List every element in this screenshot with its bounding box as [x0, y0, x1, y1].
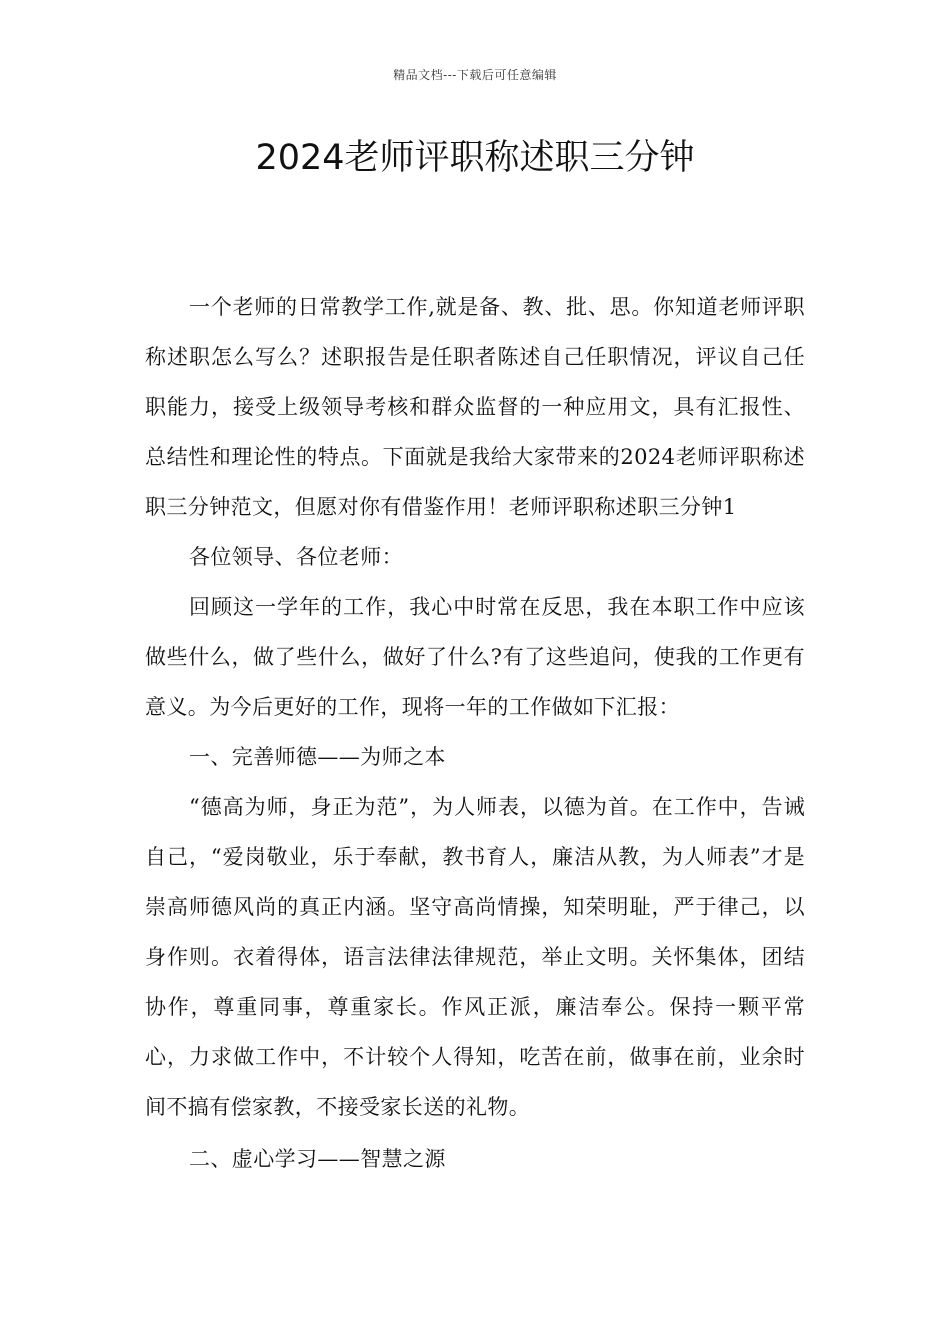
- paragraph-review: 回顾这一学年的工作，我心中时常在反思，我在本职工作中应该做些什么，做了些什么，做好了什么?有了这些追问，使我的工作更有意义。为今后更好的工作，现将一年的工作做如下汇报：: [145, 595, 805, 719]
- section-heading-learning: 二、虚心学习——智慧之源: [189, 1147, 446, 1171]
- paragraph-salutation: 各位领导、各位老师：: [189, 545, 403, 569]
- paragraph-ethics: “德高为师，身正为范”，为人师表，以德为首。在工作中，告诫自己，“爱岗敬业，乐于奉献，教书育人，廉洁从教，为人师表”才是崇高师德风尚的真正内涵。坚守高尚情操，知荣明耻，严于律己，以身作则。衣着得体，语言法律法律规范，举止文明。关怀集体，团结协作，尊重同事，尊重家长。作风正派，廉洁奉公。保持一颗平常心，力求做工作中，不计较个人得知，吃苦在前，做事在前，业余时间不搞有偿家教，不接受家长送的礼物。: [145, 795, 805, 1119]
- document-body: [145, 282, 805, 1184]
- header-note: 精品文档---下载后可任意编辑: [393, 68, 557, 82]
- paragraph-intro: 一个老师的日常教学工作,就是备、教、批、思。你知道老师评职称述职怎么写么？述职报告是任职者陈述自己任职情况，评议自己任职能力，接受上级领导考核和群众监督的一种应用文，具有汇报性、总结性和理论性的特点。下面就是我给大家带来的2024老师评职称述职三分钟范文，但愿对你有借鉴作用！老师评职称述职三分钟1: [145, 295, 805, 519]
- section-heading-ethics: 一、完善师德——为师之本: [189, 745, 446, 769]
- document-title: 2024老师评职称述职三分钟: [255, 138, 695, 178]
